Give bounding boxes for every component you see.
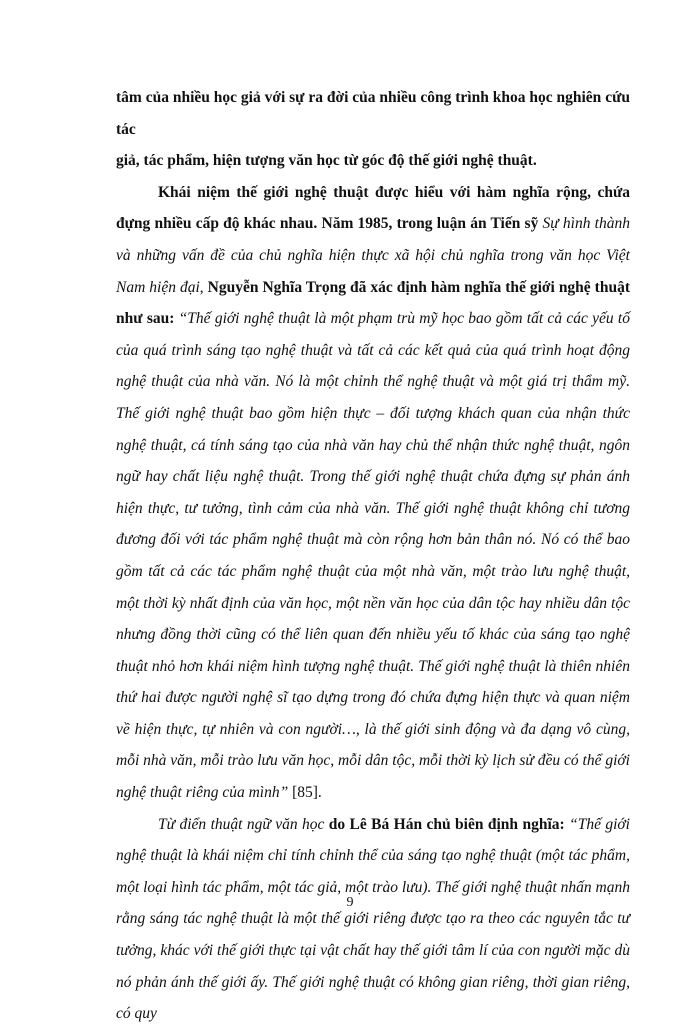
editor-sentence: do Lê Bá Hán chủ biên định nghĩa:	[324, 815, 570, 833]
page-number: 9	[346, 895, 354, 910]
paragraph-definition-nguyen-nghia-trong	[116, 177, 630, 809]
paragraph-intro-text: Khái niệm thế giới nghệ thuật được hiểu với hàm nghĩa rộng, chứa đựng nhiều cấp độ khác nhau. Năm 1985, trong luận án Tiến sỹ	[116, 183, 630, 233]
page-body	[116, 82, 630, 1030]
quoted-definition: “Thế giới nghệ thuật là khái niệm chỉ tính chỉnh thể của sáng tạo nghệ thuật (một tác phẩm, một loại hình tác phẩm, một tác giả, một trào lưu). Thế giới nghệ thuật nhấn mạnh rằng sáng tác nghệ thuật là một thế giới riêng được tạo ra theo các nguyên tắc tư tưởng, khác với thế giới thực tại vật chất hay thế giới tâm lí của con người mặc dù nó phản ánh thế giới ấy. Thế giới nghệ thuật có không gian riêng, thời gian riêng, có quy	[116, 815, 630, 1023]
thesis-title: Sự hình thành và những vấn đề của chủ nghĩa hiện thực xã hội chủ nghĩa trong văn học Việt Nam hiện đại	[116, 215, 630, 296]
paragraph-definition-dictionary	[116, 809, 630, 1030]
paragraph-line: tâm của nhiều học giả với sự ra đời của nhiều công trình khoa học nghiên cứu tác	[116, 89, 630, 138]
thesis-title-comma: ,	[199, 278, 204, 296]
author-sentence: Nguyễn Nghĩa Trọng đã xác định hàm nghĩa thế giới nghệ thuật như sau:	[116, 278, 630, 328]
citation: [85].	[288, 784, 322, 802]
quoted-definition: “Thế giới nghệ thuật là một phạm trù mỹ học bao gồm tất cả các yếu tố của quá trình sáng tạo nghệ thuật và tất cả các kết quả của quá trình hoạt động nghệ thuật của nhà văn. Nó là một chỉnh thể nghệ thuật và một giá trị thẩm mỹ. Thế giới nghệ thuật bao gồm hiện thực – đối tượng khách quan của nhận thức nghệ thuật, cá tính sáng tạo của nhà văn hay chủ thể nhận thức nghệ thuật, ngôn ngữ hay chất liệu nghệ thuật. Trong thế giới nghệ thuật chứa đựng sự phản ánh hiện thực, tư tưởng, tình cảm của nhà văn. Thế giới nghệ thuật không chỉ tương đương đối với tác phẩm nghệ thuật mà còn rộng hơn bản thân nó. Nó có thể bao gồm tất cả các tác phẩm nghệ thuật của một nhà văn, một trào lưu nghệ thuật, một thời kỳ nhất định của văn học, một nền văn học của dân tộc hay nhiều dân tộc nhưng đồng thời cũng có thể liên quan đến nhiều yếu tố khác của sáng tạo nghệ thuật nhỏ hơn khái niệm hình tượng nghệ thuật. Thế giới nghệ thuật là thiên nhiên thứ hai được người nghệ sĩ tạo dựng trong đó chứa đựng hiện thực và quan niệm về hiện thực, tự nhiên và con người…, là thế giới sinh động và đa dạng vô cùng, mỗi nhà văn, mỗi trào lưu văn học, mỗi dân tộc, mỗi thời kỳ lịch sử đều có thể giới nghệ thuật riêng của mình”	[116, 310, 630, 802]
paragraph-line: giả, tác phẩm, hiện tượng văn học từ góc độ thế giới nghệ thuật.	[116, 152, 537, 170]
paragraph-continuation	[116, 82, 630, 177]
dictionary-title: Từ điển thuật ngữ văn học	[158, 815, 325, 833]
